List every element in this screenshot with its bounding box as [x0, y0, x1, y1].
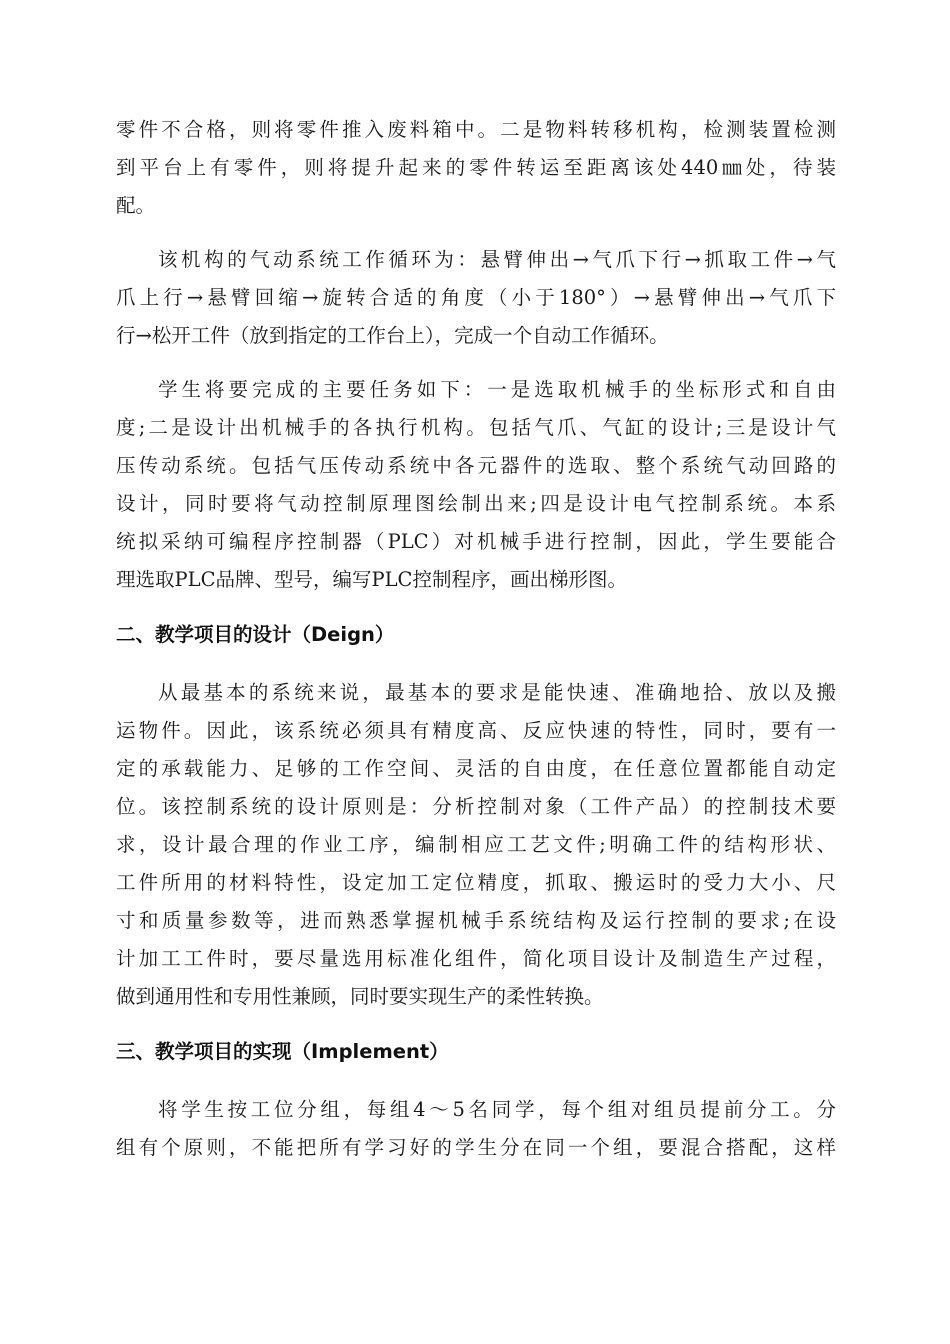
paragraph-line: 计加工工件时，要尽量选用标准化组件，简化项目设计及制造生产过程， — [116, 947, 836, 970]
paragraph-line: 零件不合格，则将零件推入废料箱中。二是物料转移机构，检测装置检测 — [116, 118, 836, 141]
paragraph-line: 到平台上有零件，则将提升起来的零件转运至距离该处440㎜处，待装 — [116, 156, 836, 179]
paragraph-line: 设计，同时要将气动控制原理图绘制出来;四是设计电气控制系统。本系 — [116, 492, 836, 515]
paragraph-line: 做到通用性和专用性兼顾，同时要实现生产的柔性转换。 — [116, 985, 604, 1008]
paragraph-line: 从最基本的系统来说，最基本的要求是能快速、准确地拾、放以及搬 — [158, 681, 836, 704]
paragraph-line: 工件所用的材料特性，设定加工定位精度，抓取、搬运时的受力大小、尺 — [116, 871, 836, 894]
paragraph-line: 运物件。因此，该系统必须具有精度高、反应快速的特性，同时，要有一 — [116, 719, 836, 742]
paragraph-line: 度;二是设计出机械手的各执行机构。包括气爪、气缸的设计;三是设计气 — [116, 416, 836, 439]
paragraph-line: 行→松开工件（放到指定的工作台上），完成一个自动工作循环。 — [116, 324, 669, 347]
paragraph-line: 位。该控制系统的设计原则是：分析控制对象（工件产品）的控制技术要 — [116, 795, 836, 818]
paragraph-line: 该机构的气动系统工作循环为：悬臂伸出→气爪下行→抓取工件→气 — [158, 248, 836, 271]
section-heading: 三、教学项目的实现（Implement） — [116, 1040, 449, 1063]
paragraph-line: 寸和质量参数等，进而熟悉掌握机械手系统结构及运行控制的要求;在设 — [116, 909, 836, 932]
paragraph-line: 求，设计最合理的作业工序，编制相应工艺文件;明确工件的结构形状、 — [116, 833, 836, 856]
paragraph-line: 学生将要完成的主要任务如下：一是选取机械手的坐标形式和自由 — [158, 378, 836, 401]
paragraph-line: 组有个原则，不能把所有学习好的学生分在同一个组，要混合搭配，这样 — [116, 1136, 836, 1159]
paragraph-line: 统拟采纳可编程序控制器（PLC）对机械手进行控制，因此，学生要能合 — [116, 530, 836, 553]
paragraph-line: 爪上行→悬臂回缩→旋转合适的角度（小于180°）→悬臂伸出→气爪下 — [116, 286, 836, 309]
paragraph-line: 理选取PLC品牌、型号，编写PLC控制程序，画出梯形图。 — [116, 568, 627, 591]
paragraph-line: 配。 — [116, 194, 156, 217]
paragraph-line: 将学生按工位分组，每组4～5名同学，每个组对组员提前分工。分 — [158, 1098, 836, 1121]
paragraph-line: 压传动系统。包括气压传动系统中各元器件的选取、整个系统气动回路的 — [116, 454, 836, 477]
paragraph-line: 定的承载能力、足够的工作空间、灵活的自由度，在任意位置都能自动定 — [116, 757, 836, 780]
section-heading: 二、教学项目的设计（Deign） — [116, 623, 395, 646]
